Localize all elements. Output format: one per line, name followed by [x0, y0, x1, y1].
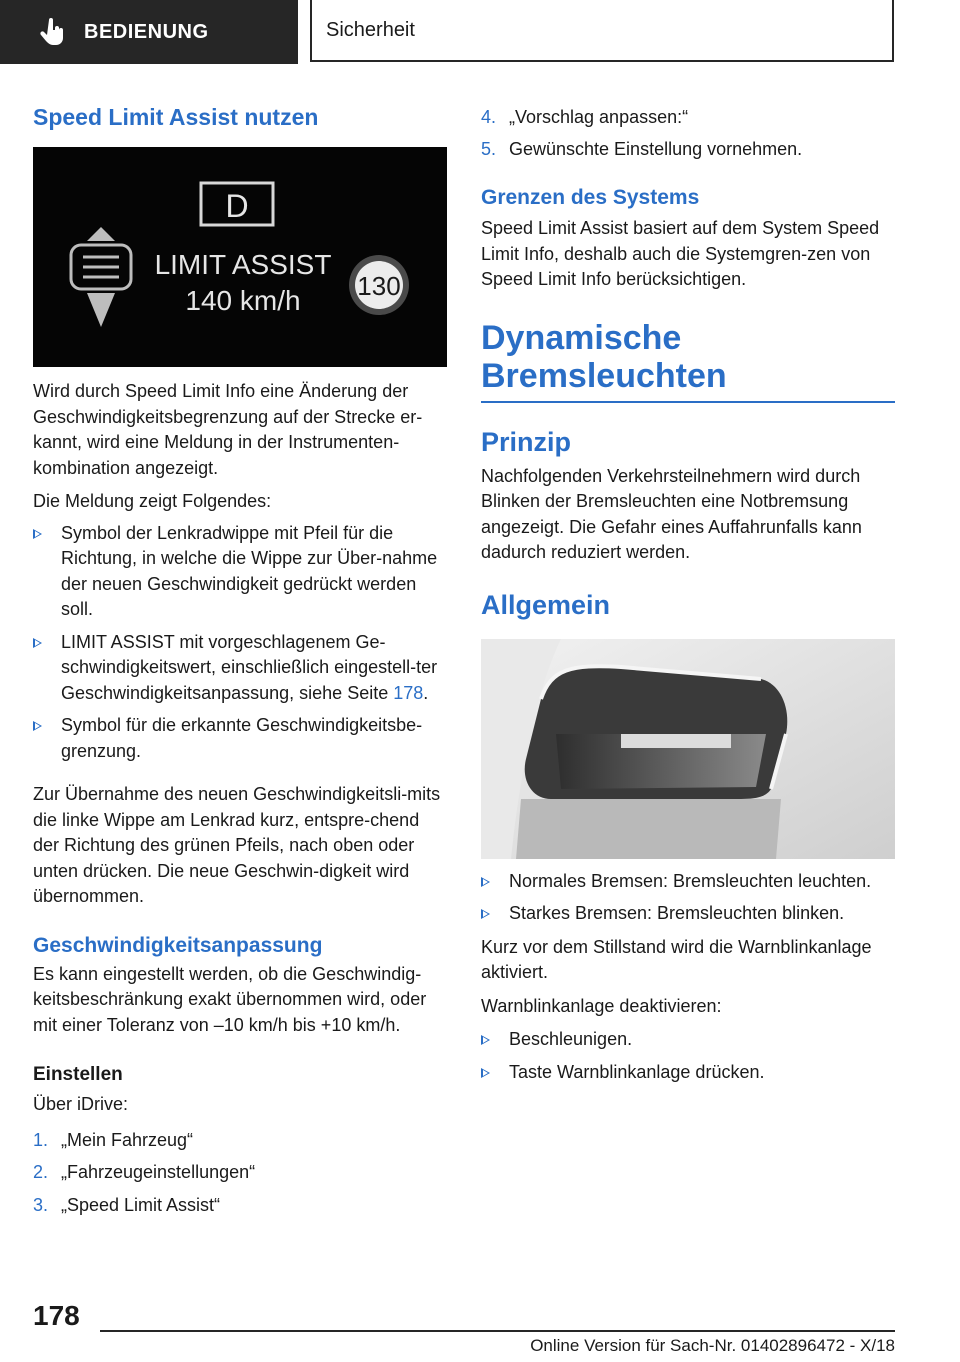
speed-limit-sign-value: 130 [357, 271, 401, 301]
triangle-bullet-icon [33, 529, 42, 539]
bullet-list-deaktivieren [481, 1027, 895, 1085]
page-link-178[interactable]: 178 [393, 682, 424, 703]
section-title-speed-limit-assist: Speed Limit Assist nutzen [33, 104, 319, 130]
page-number: 178 [33, 1300, 80, 1331]
speed-limit-sign-icon [349, 255, 409, 315]
chapter-tab [310, 0, 894, 62]
bullet-list-bremsen [481, 869, 895, 927]
limit-assist-label: LIMIT ASSIST [154, 249, 332, 280]
online-version-note: Online Version für Sach-Nr. 01402896472 - X/18 [530, 1336, 895, 1355]
paragraph-toleranz: Es kann eingestellt werden, ob die Geschwindig-keitsbeschränkung exakt übernommen wird, oder mit einer Toleranz von –10 km/h bis +10 km/h. [33, 963, 427, 1035]
title-rule [481, 401, 895, 403]
chapter-title: Dynamische Bremsleuchten [481, 318, 727, 395]
triangle-bullet-icon [33, 638, 42, 648]
section-title-prinzip: Prinzip [481, 426, 572, 457]
paragraph-stillstand: Kurz vor dem Stillstand wird die Warnblinkanlage aktiviert. [481, 936, 872, 982]
list-item: Taste Warnblinkanlage drücken. [481, 1060, 895, 1086]
list-item: Symbol der Lenkradwippe mit Pfeil für die Richtung, in welche die Wippe zur Über-nahme der neuen Geschwindigkeit gedrückt werden soll. [33, 521, 447, 623]
tail-light-image [481, 639, 895, 859]
triangle-bullet-icon [481, 1068, 490, 1078]
list-item: Symbol für die erkannte Geschwindigkeitsbe-grenzung. [33, 713, 447, 764]
list-item: Beschleunigen. [481, 1027, 895, 1053]
list-item: 3. „Speed Limit Assist“ [33, 1194, 221, 1215]
paragraph-grenzen: Speed Limit Assist basiert auf dem System Speed Limit Info, deshalb auch die Systemgren-zen von Speed Limit Info berücksichtigen. [481, 218, 880, 289]
gear-indicator: D [225, 188, 249, 224]
steps-list-continued [481, 105, 895, 162]
list-item: 2. „Fahrzeugeinstellungen“ [33, 1162, 256, 1182]
triangle-bullet-icon [481, 877, 490, 887]
list-item: 5. Gewünschte Einstellung vornehmen. [481, 138, 803, 159]
paragraph-prinzip: Nachfolgenden Verkehrsteilnehmern wird durch Blinken der Bremsleuchten eine Notbremsung angezeigt. Die Gefahr eines Auffahrunfalls kann dadurch reduziert werden. [481, 465, 862, 562]
list-item: LIMIT ASSIST mit vorgeschlagenem Ge-schwindigkeitswert, einschließlich eingestell-ter Geschwindigkeitsanpassung, siehe Seite 178. [33, 630, 447, 707]
triangle-bullet-icon [481, 1035, 490, 1045]
paragraph-idrive: Über iDrive: [33, 1094, 129, 1114]
list-item: 1. „Mein Fahrzeug“ [33, 1129, 194, 1150]
section-tab[interactable] [0, 0, 298, 64]
left-column [33, 100, 447, 1218]
paragraph-meldung: Die Meldung zeigt Folgendes: [33, 491, 272, 511]
section-title-geschwindigkeitsanpassung: Geschwindigkeitsanpassung [33, 933, 323, 957]
section-title-allgemein: Allgemein [481, 589, 611, 620]
suggested-speed: 140 km/h [185, 285, 301, 316]
heading-einstellen: Einstellen [33, 1064, 123, 1085]
paragraph-uebernahme: Zur Übernahme des neuen Geschwindigkeitsli-mits die linke Wippe am Lenkrad kurz, entspre-chend der Richtung des grünen Pfeils, nach oben oder unten drücken. Die neue Geschwin-digkeit wird übernommen. [33, 784, 441, 906]
chapter-label: Sicherheit [326, 18, 415, 41]
hand-pointer-icon [40, 18, 66, 46]
paragraph-intro: Wird durch Speed Limit Info eine Änderung der Geschwindigkeitsbegrenzung auf der Strecke er-kannt, wird eine Meldung in der Instrumenten-kombination angezeigt. [33, 381, 423, 478]
paragraph-deaktivieren: Warnblinkanlage deaktivieren: [481, 995, 722, 1016]
triangle-bullet-icon [33, 721, 42, 731]
bullet-list-meldung [33, 521, 447, 765]
steps-list [33, 1128, 447, 1219]
paddle-arrow-icon [71, 227, 131, 327]
triangle-bullet-icon [481, 909, 490, 919]
list-item: 4. „Vorschlag anpassen:“ [481, 107, 689, 127]
section-label: BEDIENUNG [84, 20, 209, 43]
instrument-display-image [33, 147, 447, 367]
section-title-grenzen: Grenzen des Systems [481, 186, 700, 209]
footer-rule [100, 1330, 895, 1332]
right-column [481, 100, 895, 1085]
list-item: Normales Bremsen: Bremsleuchten leuchten. [481, 869, 895, 895]
list-item: Starkes Bremsen: Bremsleuchten blinken. [481, 901, 895, 927]
